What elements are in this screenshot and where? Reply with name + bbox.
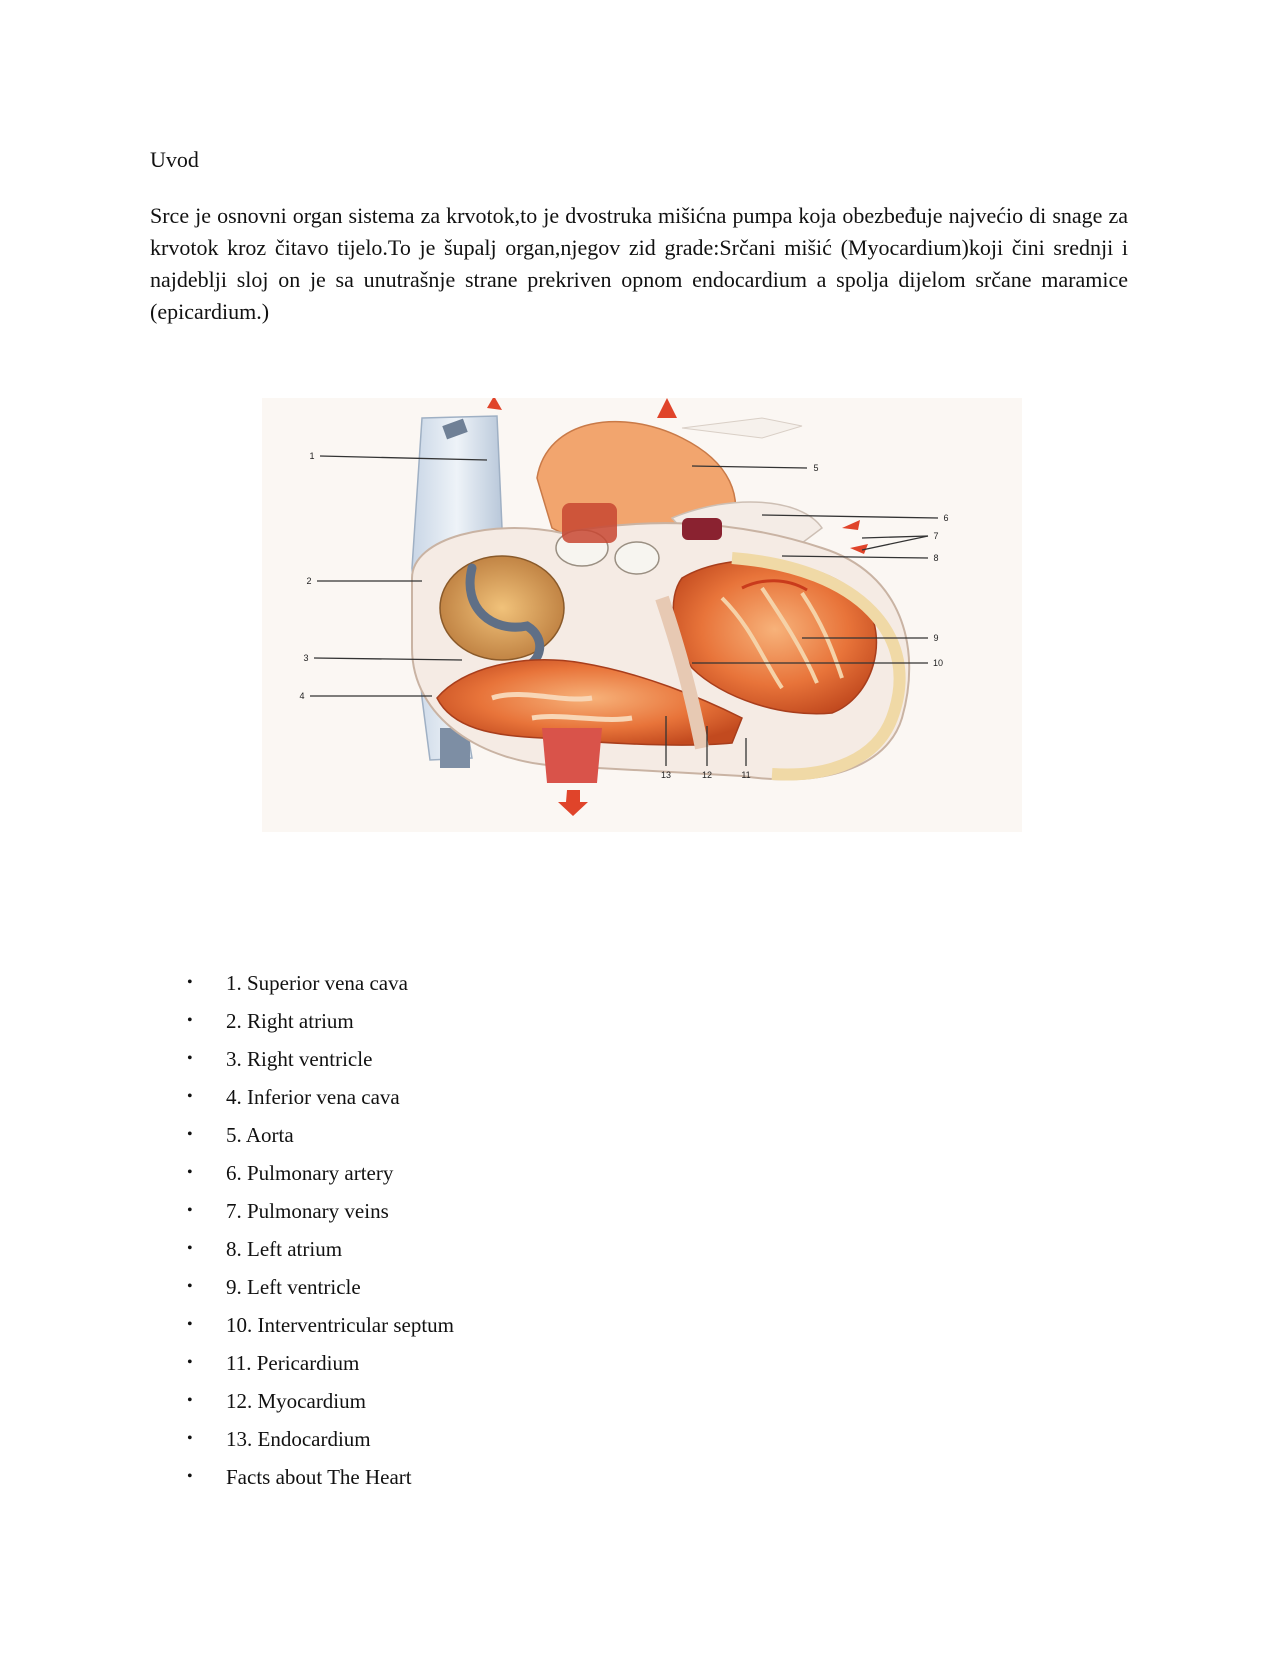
callout-1: 1 bbox=[309, 451, 315, 461]
intro-paragraph: Srce je osnovni organ sistema za krvotok,to je dvostruka mišićna pumpa koja obezbeđuje najvećio di snage za krvotok kroz čitavo tijelo.To je šupalj organ,njegov zid grade:Srčani mišić (Myocardium)koji čini srednji i najdeblji sloj on je sa unutrašnje strane prekriven opnom endocardium a spolja dijelom srčane maramice (epicardium.) bbox=[150, 203, 1128, 324]
bullet-icon: • bbox=[187, 1430, 193, 1447]
bullet-icon: • bbox=[187, 1050, 193, 1067]
callout-8: 8 bbox=[933, 553, 939, 563]
callout-2: 2 bbox=[306, 576, 312, 586]
callout-4: 4 bbox=[299, 691, 305, 701]
bullet-icon: • bbox=[187, 1088, 193, 1105]
heart-anatomy-diagram bbox=[262, 398, 1022, 832]
list-item-text: 1. Superior vena cava bbox=[226, 971, 408, 995]
bullet-icon: • bbox=[187, 1468, 193, 1485]
callout-6: 6 bbox=[943, 513, 949, 523]
list-item-text: 4. Inferior vena cava bbox=[226, 1085, 400, 1109]
heart-parts-list bbox=[180, 964, 454, 1496]
bullet-icon: • bbox=[187, 1278, 193, 1295]
list-item bbox=[180, 1154, 454, 1192]
list-item-text: 10. Interventricular septum bbox=[226, 1313, 455, 1337]
list-item bbox=[180, 1344, 454, 1382]
list-item-text: 9. Left ventricle bbox=[226, 1275, 361, 1299]
list-item bbox=[180, 1306, 454, 1344]
list-item bbox=[180, 1230, 454, 1268]
list-item bbox=[180, 964, 454, 1002]
callout-11: 11 bbox=[741, 770, 751, 780]
list-item bbox=[180, 1268, 454, 1306]
list-item-text: 12. Myocardium bbox=[226, 1389, 366, 1413]
list-item-text: 5. Aorta bbox=[226, 1123, 294, 1147]
bullet-icon: • bbox=[187, 1164, 193, 1181]
callout-3: 3 bbox=[303, 653, 309, 663]
callout-5: 5 bbox=[813, 463, 819, 473]
bullet-icon: • bbox=[187, 1240, 193, 1257]
list-item-text: 7. Pulmonary veins bbox=[226, 1199, 389, 1223]
list-item-text: 8. Left atrium bbox=[226, 1237, 343, 1261]
bullet-icon: • bbox=[187, 974, 193, 991]
bullet-icon: • bbox=[187, 1012, 193, 1029]
list-item bbox=[180, 1002, 454, 1040]
list-item-text: 6. Pulmonary artery bbox=[226, 1161, 394, 1185]
list-item-text: 13. Endocardium bbox=[226, 1427, 371, 1451]
list-item bbox=[180, 1078, 454, 1116]
bullet-icon: • bbox=[187, 1202, 193, 1219]
callout-10: 10 bbox=[932, 658, 944, 668]
list-item bbox=[180, 1420, 454, 1458]
bullet-icon: • bbox=[187, 1354, 193, 1371]
callout-12: 12 bbox=[701, 770, 713, 780]
list-item-text: 3. Right ventricle bbox=[226, 1047, 373, 1071]
list-item bbox=[180, 1458, 454, 1496]
callout-13: 13 bbox=[660, 770, 672, 780]
bullet-icon: • bbox=[187, 1392, 193, 1409]
list-item-text: Facts about The Heart bbox=[226, 1465, 412, 1489]
bullet-icon: • bbox=[187, 1126, 193, 1143]
list-item bbox=[180, 1040, 454, 1078]
list-item-text: 11. Pericardium bbox=[226, 1351, 360, 1375]
list-item bbox=[180, 1192, 454, 1230]
list-item bbox=[180, 1116, 454, 1154]
list-item bbox=[180, 1382, 454, 1420]
list-item-text: 2. Right atrium bbox=[226, 1009, 354, 1033]
bullet-icon: • bbox=[187, 1316, 193, 1333]
section-heading: Uvod bbox=[150, 147, 199, 172]
callout-9: 9 bbox=[933, 633, 939, 643]
heart-illustration bbox=[262, 398, 1022, 832]
callout-7: 7 bbox=[933, 531, 939, 541]
